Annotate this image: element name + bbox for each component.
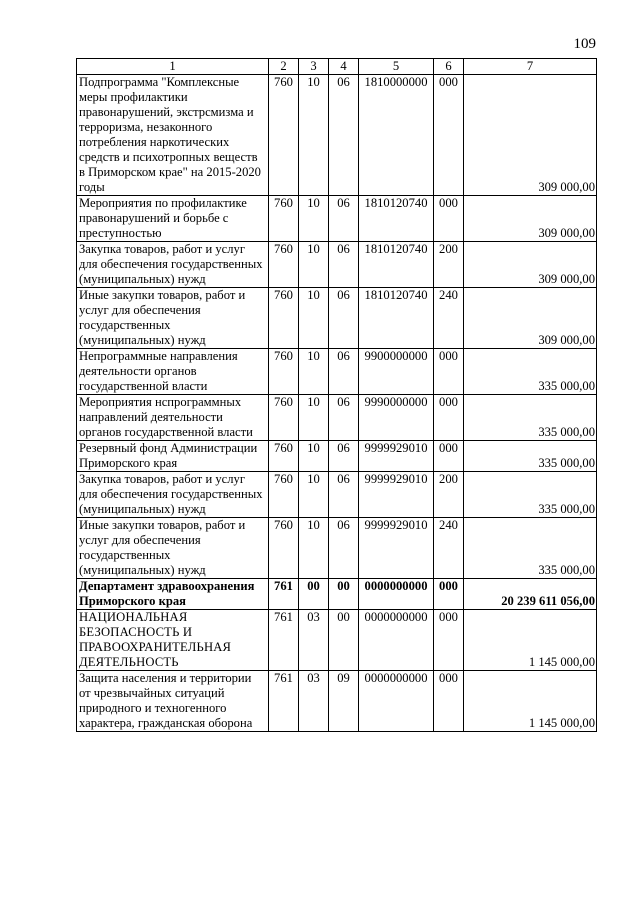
expense-type-code: 000: [434, 75, 464, 196]
table-row: [77, 196, 597, 242]
column-header: 5: [359, 59, 434, 75]
table-row: [77, 610, 597, 671]
table-row: [77, 349, 597, 395]
expense-type-code: 000: [434, 196, 464, 242]
expense-type-code: 000: [434, 395, 464, 441]
target-article-code: 1810000000: [359, 75, 434, 196]
amount: 309 000,00: [464, 288, 597, 349]
expense-type-code: 000: [434, 610, 464, 671]
amount: 309 000,00: [464, 75, 597, 196]
target-article-code: 0000000000: [359, 579, 434, 610]
subsection-code: 00: [329, 610, 359, 671]
row-name: Иные закупки товаров, работ и услуг для обеспечения государственных (муниципальных) нужд: [77, 518, 269, 579]
section-code: 10: [299, 242, 329, 288]
target-article-code: 1810120740: [359, 196, 434, 242]
subsection-code: 06: [329, 242, 359, 288]
expense-type-code: 200: [434, 472, 464, 518]
admin-code: 761: [269, 610, 299, 671]
section-code: 00: [299, 579, 329, 610]
section-code: 03: [299, 610, 329, 671]
row-name: Непрограммные направления деятельности органов государственной власти: [77, 349, 269, 395]
row-name: Резервный фонд Администрации Приморского края: [77, 441, 269, 472]
admin-code: 760: [269, 196, 299, 242]
budget-table: [76, 58, 597, 732]
expense-type-code: 000: [434, 579, 464, 610]
row-name: Мероприятия нспрограммных направлений деятельности органов государственной власти: [77, 395, 269, 441]
amount: 309 000,00: [464, 242, 597, 288]
column-header: 1: [77, 59, 269, 75]
amount: 335 000,00: [464, 349, 597, 395]
column-header: 6: [434, 59, 464, 75]
subsection-code: 06: [329, 518, 359, 579]
target-article-code: 9999929010: [359, 441, 434, 472]
section-code: 10: [299, 441, 329, 472]
admin-code: 761: [269, 579, 299, 610]
target-article-code: 9900000000: [359, 349, 434, 395]
subsection-code: 06: [329, 441, 359, 472]
column-header: 2: [269, 59, 299, 75]
column-header: 3: [299, 59, 329, 75]
section-code: 10: [299, 349, 329, 395]
target-article-code: 1810120740: [359, 242, 434, 288]
expense-type-code: 000: [434, 671, 464, 732]
amount: 20 239 611 056,00: [464, 579, 597, 610]
admin-code: 760: [269, 242, 299, 288]
table-row: [77, 671, 597, 732]
admin-code: 760: [269, 75, 299, 196]
header-row: [77, 59, 597, 75]
column-header: 4: [329, 59, 359, 75]
row-name: Защита населения и территории от чрезвычайных ситуаций природного и техногенного характера, гражданская оборона: [77, 671, 269, 732]
target-article-code: 0000000000: [359, 671, 434, 732]
target-article-code: 9999929010: [359, 472, 434, 518]
row-name: Мероприятия по профилактике правонарушений и борьбе с преступностью: [77, 196, 269, 242]
target-article-code: 9990000000: [359, 395, 434, 441]
amount: 309 000,00: [464, 196, 597, 242]
column-header: 7: [464, 59, 597, 75]
section-code: 03: [299, 671, 329, 732]
admin-code: 760: [269, 395, 299, 441]
table-row: [77, 518, 597, 579]
target-article-code: 0000000000: [359, 610, 434, 671]
amount: 335 000,00: [464, 441, 597, 472]
amount: 1 145 000,00: [464, 610, 597, 671]
section-code: 10: [299, 288, 329, 349]
subsection-code: 06: [329, 349, 359, 395]
amount: 335 000,00: [464, 472, 597, 518]
expense-type-code: 200: [434, 242, 464, 288]
row-name: Подпрограмма "Комплексные меры профилактики правонарушений, экстрсмизма и терроризма, незаконного потребления наркотических средств и психотропных веществ в Приморском крае" на 2015-2020 годы: [77, 75, 269, 196]
amount: 335 000,00: [464, 518, 597, 579]
row-name: Закупка товаров, работ и услуг для обеспечения государственных (муниципальных) нужд: [77, 242, 269, 288]
expense-type-code: 240: [434, 518, 464, 579]
page-number: 109: [573, 36, 596, 52]
target-article-code: 9999929010: [359, 518, 434, 579]
row-name: НАЦИОНАЛЬНАЯ БЕЗОПАСНОСТЬ И ПРАВООХРАНИТЕЛЬНАЯ ДЕЯТЕЛЬНОСТЬ: [77, 610, 269, 671]
table-row: [77, 288, 597, 349]
section-code: 10: [299, 472, 329, 518]
subsection-code: 06: [329, 288, 359, 349]
subsection-code: 06: [329, 196, 359, 242]
expense-type-code: 000: [434, 349, 464, 395]
subsection-code: 06: [329, 75, 359, 196]
subsection-code: 06: [329, 395, 359, 441]
table-row: [77, 472, 597, 518]
admin-code: 760: [269, 472, 299, 518]
expense-type-code: 240: [434, 288, 464, 349]
subsection-code: 00: [329, 579, 359, 610]
table-row: [77, 242, 597, 288]
admin-code: 760: [269, 441, 299, 472]
target-article-code: 1810120740: [359, 288, 434, 349]
admin-code: 760: [269, 288, 299, 349]
expense-type-code: 000: [434, 441, 464, 472]
table-row: [77, 579, 597, 610]
section-code: 10: [299, 75, 329, 196]
section-code: 10: [299, 518, 329, 579]
row-name: Департамент здравоохранения Приморского края: [77, 579, 269, 610]
subsection-code: 09: [329, 671, 359, 732]
admin-code: 760: [269, 518, 299, 579]
admin-code: 761: [269, 671, 299, 732]
amount: 335 000,00: [464, 395, 597, 441]
admin-code: 760: [269, 349, 299, 395]
row-name: Закупка товаров, работ и услуг для обеспечения государственных (муниципальных) нужд: [77, 472, 269, 518]
table-row: [77, 395, 597, 441]
section-code: 10: [299, 196, 329, 242]
table-row: [77, 75, 597, 196]
row-name: Иные закупки товаров, работ и услуг для обеспечения государственных (муниципальных) нужд: [77, 288, 269, 349]
subsection-code: 06: [329, 472, 359, 518]
section-code: 10: [299, 395, 329, 441]
amount: 1 145 000,00: [464, 671, 597, 732]
table-row: [77, 441, 597, 472]
